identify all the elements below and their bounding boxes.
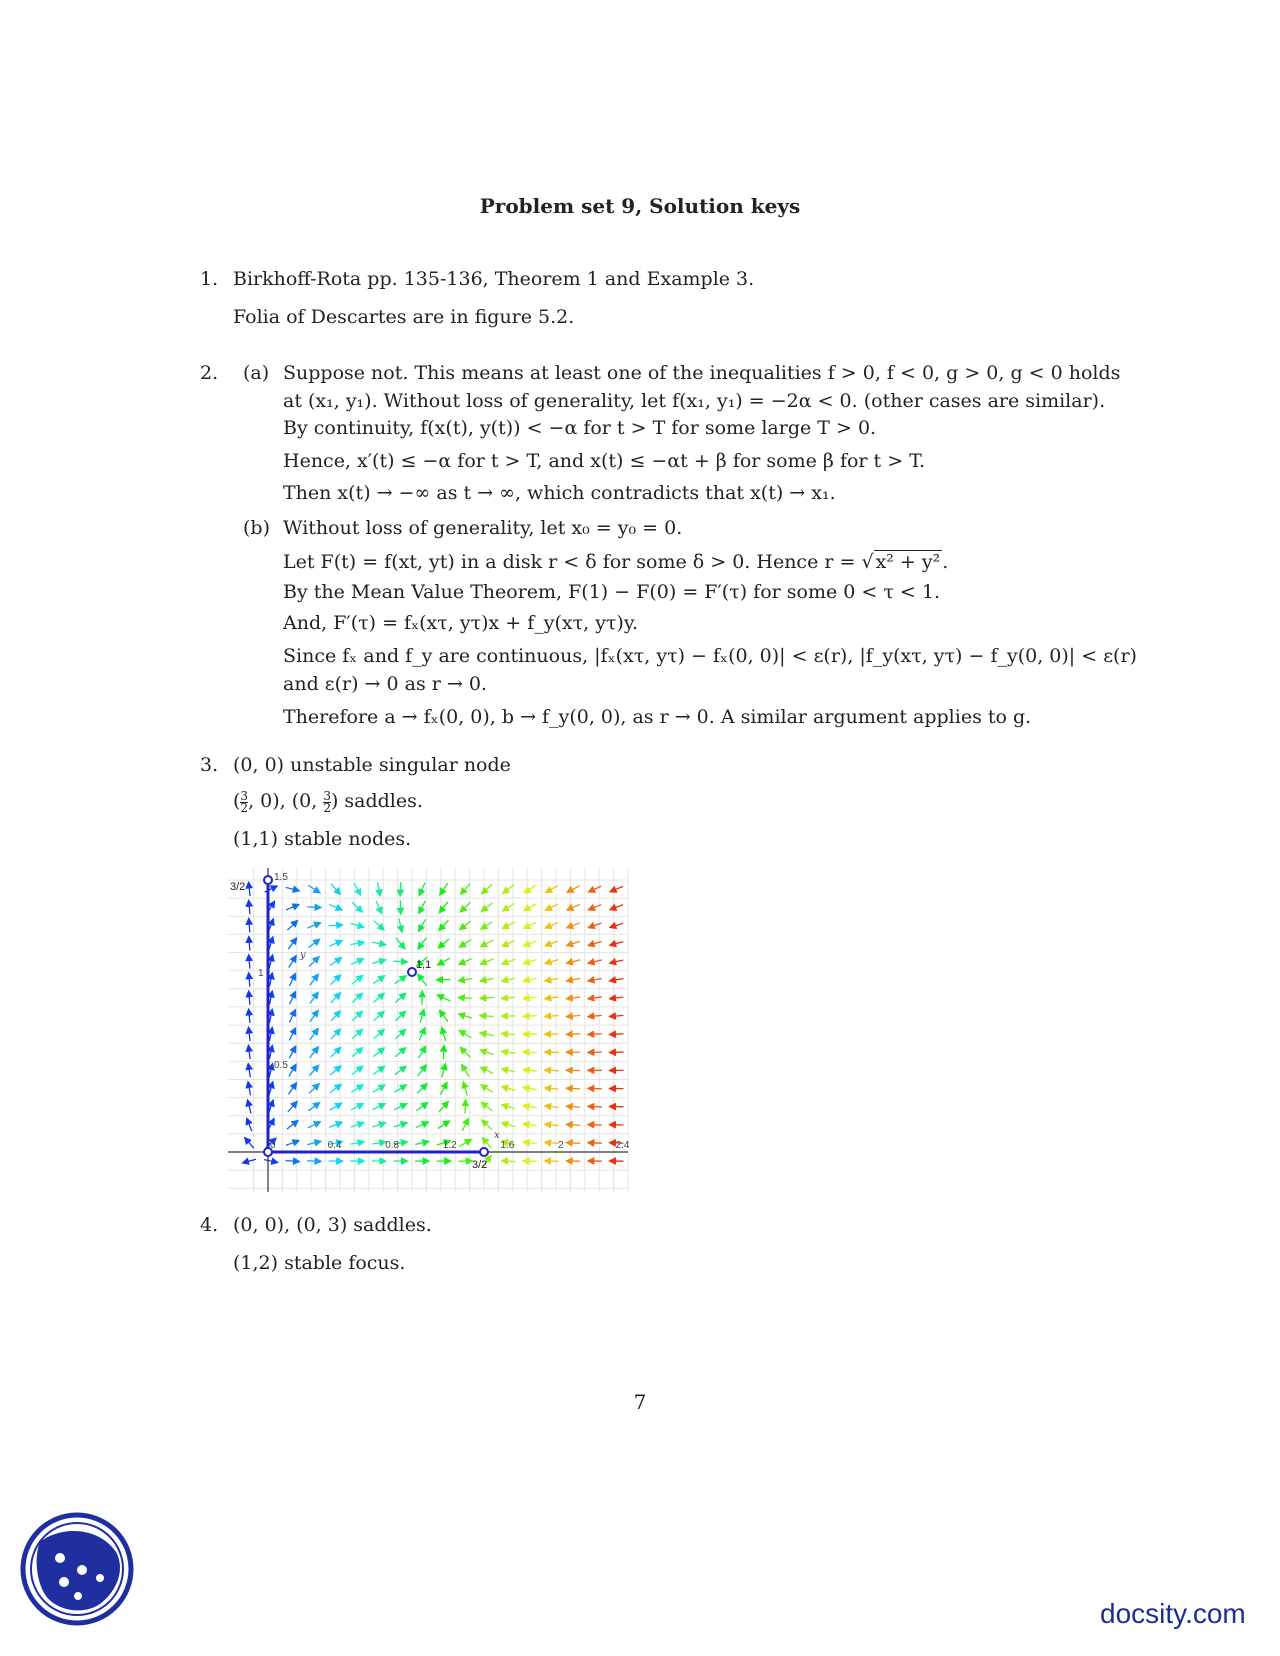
field-arrow (566, 1143, 580, 1144)
field-arrow (354, 883, 360, 895)
field-arrow (502, 1051, 516, 1053)
item-2a-line-5: Then x(t) → −∞ as t → ∞, which contradicts that x(t) → x₁. (283, 482, 836, 504)
field-arrow (567, 923, 580, 928)
field-arrow (288, 1101, 297, 1111)
equilibrium-three-halves-y (264, 876, 272, 884)
field-arrow (395, 1011, 405, 1021)
page-number: 7 (633, 1390, 647, 1414)
field-arrow (610, 979, 624, 981)
field-arrow (610, 1015, 624, 1016)
field-arrow (545, 1106, 559, 1107)
field-arrow (395, 1048, 406, 1057)
field-arrow (247, 1118, 252, 1131)
field-arrow (308, 923, 321, 928)
field-arrow (588, 979, 602, 981)
x-tick-label: 1.6 (500, 1140, 515, 1151)
field-arrow (248, 1100, 251, 1114)
field-arrow (330, 1066, 341, 1075)
field-arrow (567, 960, 581, 964)
field-arrow (481, 1102, 492, 1111)
field-arrow (352, 1066, 363, 1074)
field-arrow (523, 1088, 537, 1090)
field-arrow (442, 1027, 446, 1041)
field-arrow (307, 1141, 321, 1144)
field-arrow (377, 882, 380, 896)
x-tick-label: 2.4 (615, 1140, 630, 1151)
item-3-line-1: (0, 0) unstable singular node (233, 754, 511, 776)
item-3-number: 3. (200, 754, 219, 776)
field-arrow (394, 1123, 407, 1127)
item-1-line-2: Folia of Descartes are in figure 5.2. (233, 306, 575, 328)
field-arrow (394, 1104, 407, 1110)
field-arrow (248, 1045, 250, 1059)
field-arrow (610, 923, 623, 927)
field-arrow (566, 1106, 580, 1107)
x-tick-label: 0.4 (327, 1140, 342, 1151)
x-tick-label: 0 (270, 1140, 276, 1151)
field-arrow (289, 1064, 296, 1076)
item-4-number: 4. (200, 1214, 219, 1236)
field-arrow (567, 941, 580, 945)
field-arrow (331, 975, 341, 985)
field-arrow (567, 904, 580, 910)
item-4-line-2: (1,2) stable focus. (233, 1252, 406, 1274)
field-arrow (545, 1015, 559, 1016)
field-arrow (395, 1029, 405, 1038)
field-arrow (331, 993, 341, 1003)
field-arrow (418, 1065, 427, 1076)
field-arrow (249, 882, 250, 896)
field-arrow (438, 939, 449, 948)
item-2b-line-1: Without loss of generality, let x₀ = y₀ = 0. (283, 517, 683, 539)
item-2b-line-5: Since fₓ and f_y are continuous, |fₓ(xτ, yτ) − fₓ(0, 0)| < ε(r), |f_y(xτ, yτ) − f_y(0, 0)| < ε(r) (283, 645, 1137, 667)
item-4-line-1: (0, 0), (0, 3) saddles. (233, 1214, 432, 1236)
field-arrow (269, 1045, 272, 1059)
field-arrow (269, 1064, 272, 1078)
field-arrow (269, 1027, 272, 1041)
field-arrow (374, 1030, 385, 1039)
field-arrow (458, 979, 472, 981)
field-arrow (289, 1028, 295, 1041)
equilibrium-one-one (408, 968, 416, 976)
field-arrow (588, 1106, 602, 1107)
field-arrow (249, 936, 250, 950)
field-arrow (588, 1015, 602, 1016)
field-arrow (395, 1066, 406, 1074)
field-arrow (610, 960, 624, 963)
field-arrow (545, 1088, 559, 1089)
field-arrow (307, 907, 321, 908)
field-arrow (309, 1084, 319, 1094)
field-arrow (418, 1046, 425, 1058)
field-arrow (264, 1160, 278, 1163)
field-arrow (249, 1027, 251, 1041)
item-2b-line-7: Therefore a → fₓ(0, 0), b → f_y(0, 0), as r → 0. A similar argument applies to g. (283, 706, 1032, 728)
y-top-label: 3/2 (230, 881, 246, 893)
item-2a-line-1: Suppose not. This means at least one of the inequalities f > 0, f < 0, g > 0, g < 0 holds (283, 362, 1121, 384)
item-2b-line-2-end: . (942, 551, 949, 573)
field-arrow (418, 974, 426, 985)
field-arrow (460, 902, 470, 912)
field-arrow (351, 1085, 363, 1093)
field-arrow (462, 1064, 469, 1076)
field-arrow (481, 940, 493, 946)
field-arrow (566, 997, 580, 999)
item-2b-line-2 (283, 551, 948, 573)
item-1-line-1: Birkhoff-Rota pp. 135-136, Theorem 1 and Example 3. (233, 268, 755, 290)
item-2a-line-4: Hence, x′(t) ≤ −α for t > T, and x(t) ≤ −αt + β for some β for t > T. (283, 450, 926, 472)
field-arrow (482, 1120, 492, 1130)
x-tick-label: 0.8 (385, 1140, 400, 1151)
field-arrow (419, 883, 425, 896)
field-arrow (588, 1143, 602, 1144)
field-arrow (308, 885, 320, 893)
field-arrow (249, 918, 250, 932)
field-arrow (269, 1009, 272, 1023)
field-arrow (523, 1016, 537, 1017)
field-arrow (249, 1009, 250, 1023)
field-arrow (393, 961, 407, 962)
field-arrow (285, 1161, 299, 1162)
field-arrow (350, 942, 364, 944)
field-arrow (245, 1138, 254, 1149)
field-arrow (588, 1125, 602, 1126)
field-arrow (352, 993, 362, 1002)
field-arrow (399, 919, 402, 933)
field-arrow (461, 884, 470, 894)
field-arrow (523, 1124, 537, 1126)
field-arrow (352, 975, 363, 984)
field-arrow (480, 1050, 493, 1055)
item-3-line-3: (1,1) stable nodes. (233, 828, 412, 850)
field-arrow (523, 1070, 537, 1072)
field-arrow (269, 973, 272, 987)
field-arrow (373, 993, 384, 1002)
field-arrow (418, 938, 426, 949)
field-arrow (352, 1048, 363, 1057)
item-2a-line-2: at (x₁, y₁). Without loss of generality, let f(x₁, y₁) = −2α < 0. (other cases are similar). (283, 390, 1106, 412)
field-arrow (442, 1064, 446, 1078)
field-arrow (545, 1070, 559, 1071)
field-arrow (567, 886, 579, 892)
field-arrow (308, 1103, 319, 1111)
y-axis-label: y (300, 950, 306, 961)
field-arrow (462, 1119, 468, 1132)
field-arrow (566, 1015, 580, 1016)
field-arrow (566, 1088, 580, 1089)
field-arrow (609, 1034, 623, 1035)
vector-field-arrows (243, 882, 624, 1167)
field-arrow (351, 923, 364, 927)
field-arrow (460, 1047, 470, 1057)
field-arrow (374, 1011, 385, 1020)
field-arrow (610, 905, 623, 910)
field-arrow (438, 1121, 450, 1129)
field-arrow (352, 902, 362, 912)
field-arrow (482, 884, 492, 893)
field-arrow (395, 993, 406, 1002)
item-2b-line-4: And, F′(τ) = fₓ(xτ, yτ)x + f_y(xτ, yτ)y. (283, 612, 639, 634)
field-arrow (566, 1124, 580, 1125)
field-arrow (610, 997, 624, 999)
field-arrow (481, 903, 492, 912)
docsity-brand-link[interactable]: docsity.com (1100, 1598, 1246, 1629)
field-arrow (524, 941, 537, 946)
field-arrow (440, 1082, 447, 1094)
field-arrow (287, 921, 297, 931)
field-arrow (249, 991, 250, 1005)
field-arrow (331, 1047, 341, 1057)
field-arrow (308, 939, 319, 947)
field-arrow (501, 1161, 515, 1162)
y-tick-1: 1 (258, 968, 264, 979)
field-arrow (523, 1142, 537, 1144)
field-arrow (524, 904, 536, 911)
field-arrow (610, 886, 623, 891)
field-arrow (480, 978, 494, 981)
field-arrow (307, 1161, 321, 1162)
page-title: Problem set 9, Solution keys (479, 194, 801, 218)
field-arrow (289, 1010, 295, 1023)
field-arrow (480, 959, 493, 964)
field-arrow (545, 1124, 559, 1125)
item-2a-line-3: By continuity, f(x(t), y(t)) < −α for t > T for some large T > 0. (283, 417, 877, 439)
field-arrow (502, 997, 516, 999)
field-arrow (350, 1142, 364, 1144)
field-arrow (463, 1082, 467, 1095)
field-arrow (523, 1106, 537, 1108)
field-arrow (248, 1082, 251, 1096)
field-arrow (288, 938, 296, 949)
field-arrow (289, 992, 295, 1005)
field-arrow (248, 1063, 250, 1077)
field-arrow (480, 1033, 494, 1036)
item-2b-line-2-text: Let F(t) = f(xt, yt) in a disk r < δ for some δ > 0. Hence r = √ (283, 551, 874, 573)
field-arrow (249, 973, 250, 987)
field-arrow (352, 1029, 362, 1038)
field-arrow (288, 1083, 296, 1094)
item-2b-line-6: and ε(r) → 0 as r → 0. (283, 673, 487, 695)
field-arrow (566, 1034, 580, 1035)
field-arrow (417, 1084, 427, 1094)
field-arrow (331, 1029, 341, 1039)
field-arrow (249, 955, 250, 969)
field-arrow (309, 957, 319, 967)
item-2b-line-3: By the Mean Value Theorem, F(1) − F(0) = F′(τ) for some 0 < τ < 1. (283, 581, 940, 603)
field-arrow (351, 1104, 364, 1110)
field-arrow (438, 958, 450, 965)
field-arrow (501, 1034, 515, 1035)
docsity-logo[interactable] (20, 1512, 134, 1626)
field-arrow (289, 1046, 296, 1058)
point-label-1-1: 1,1 (416, 959, 432, 971)
field-arrow (422, 991, 423, 1005)
field-arrow (419, 901, 425, 914)
fraction-three-halves-2: $\frac{3}{2}$ (323, 788, 331, 815)
field-arrow (352, 1011, 362, 1020)
y-tick-0-5: 0.5 (274, 1060, 288, 1071)
item-3-line-2: ( $\frac{3}{2}$ , 0), (0, $\frac{3}{2}$ ) saddles. (233, 788, 423, 815)
field-arrow (420, 1009, 424, 1022)
field-arrow (351, 1123, 364, 1128)
field-arrow (331, 884, 340, 894)
field-arrow (524, 922, 537, 928)
fraction-three-halves-1: $\frac{3}{2}$ (240, 788, 249, 815)
field-arrow (481, 1085, 493, 1092)
field-arrow (523, 960, 536, 964)
field-arrow (545, 997, 559, 999)
field-arrow (269, 991, 272, 1005)
field-arrow (465, 1100, 466, 1114)
field-arrow (481, 922, 493, 930)
field-arrow (524, 885, 536, 893)
field-arrow (610, 942, 624, 946)
field-arrow (289, 973, 295, 986)
field-arrow (269, 955, 272, 969)
field-arrow (289, 956, 296, 968)
field-arrow (419, 1028, 425, 1041)
field-arrow (249, 900, 250, 914)
field-arrow (437, 995, 450, 1001)
x-tick-label: 2 (558, 1140, 564, 1151)
field-arrow (400, 882, 401, 896)
field-arrow (480, 997, 494, 998)
item-1-number: 1. (200, 268, 219, 290)
direction-field-plot (228, 868, 628, 1192)
field-arrow (523, 1052, 537, 1053)
field-arrow (523, 997, 537, 999)
field-arrow (588, 1034, 602, 1035)
plot-grid (228, 868, 628, 1192)
x-axis-label: x (494, 1130, 500, 1141)
field-arrow (331, 1011, 341, 1021)
field-arrow (480, 1016, 494, 1017)
field-arrow (372, 1142, 386, 1144)
field-arrow (588, 997, 602, 999)
field-arrow (458, 998, 472, 999)
field-arrow (308, 1122, 321, 1128)
equilibrium-three-halves-x (480, 1148, 488, 1156)
y-tick-1-5: 1.5 (274, 872, 288, 883)
sqrt-radicand: x² + y² (875, 551, 941, 573)
x-tick-labels (270, 1140, 630, 1151)
field-arrow (374, 921, 384, 931)
field-arrow (269, 1082, 273, 1095)
item-2-number: 2. (200, 362, 219, 384)
field-arrow (481, 1067, 494, 1073)
field-arrow (395, 1085, 407, 1092)
field-arrow (329, 925, 343, 926)
field-arrow (523, 978, 537, 981)
item-2a-label: (a) (243, 362, 270, 384)
field-arrow (395, 976, 407, 984)
field-arrow (419, 919, 426, 931)
field-arrow (545, 1142, 559, 1143)
field-arrow (376, 901, 382, 914)
item-2b-label: (b) (243, 517, 270, 539)
x-tick-label: 1.2 (442, 1140, 457, 1151)
field-arrow (566, 978, 580, 981)
x-marker-label: 3/2 (472, 1159, 488, 1171)
field-arrow (351, 959, 364, 965)
